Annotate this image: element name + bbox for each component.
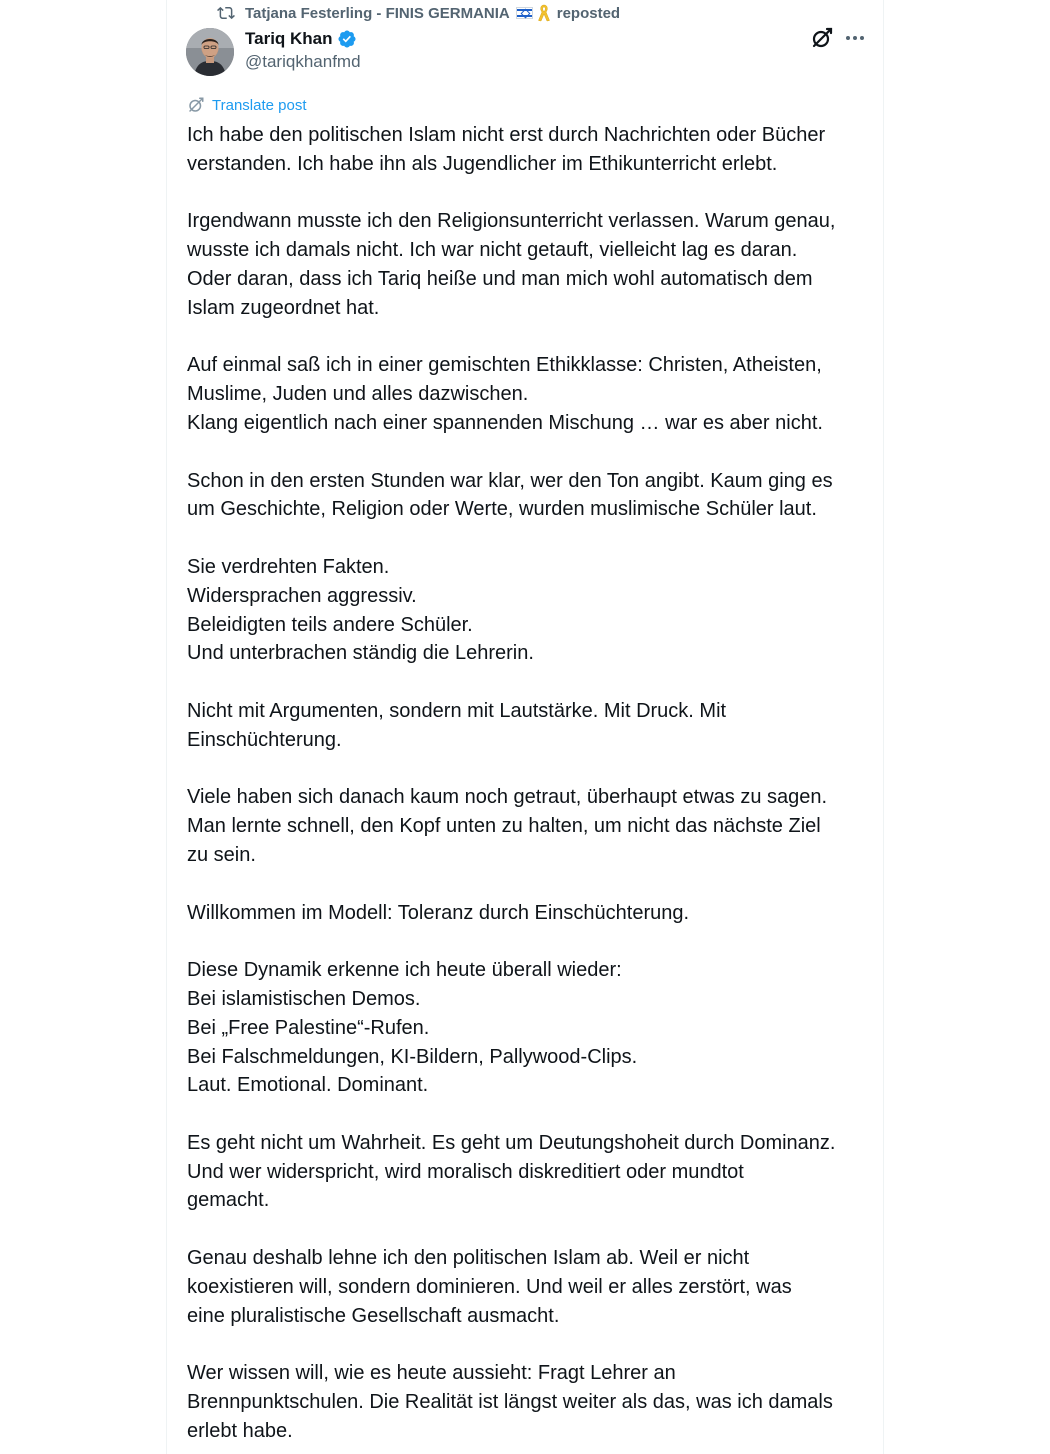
post-paragraph	[187, 1244, 877, 1330]
avatar-photo	[186, 28, 234, 76]
post-text-line: Auf einmal saß ich in einer gemischten Ethikklasse: Christen, Atheisten,	[187, 354, 822, 377]
post-text-line: zu sein.	[187, 843, 256, 866]
post-paragraph	[187, 121, 877, 179]
post-paragraph	[187, 351, 877, 437]
post-paragraph	[187, 467, 877, 525]
post-text-line: Widersprachen aggressiv.	[187, 584, 417, 607]
verified-badge-icon[interactable]	[337, 29, 357, 49]
post-text-line: koexistieren will, sondern dominieren. Und weil er alles zerstört, was	[187, 1275, 792, 1298]
post-text-line: Viele haben sich danach kaum noch getraut, überhaupt etwas zu sagen.	[187, 786, 828, 809]
post-column	[166, 0, 884, 1454]
post-text-line: Beleidigten teils andere Schüler.	[187, 613, 473, 636]
post-text-line: Und unterbrachen ständig die Lehrerin.	[187, 642, 534, 665]
post-text-line: Klang eigentlich nach einer spannenden Mischung … war es aber nicht.	[187, 411, 823, 434]
post-paragraph	[187, 899, 877, 928]
yellow-ribbon-icon	[537, 4, 551, 22]
post-text-line: Bei Falschmeldungen, KI-Bildern, Pallywood-Clips.	[187, 1045, 638, 1068]
post-text-line: Schon in den ersten Stunden war klar, wer den Ton angibt. Kaum ging es	[187, 469, 833, 492]
post-paragraph	[187, 1359, 877, 1445]
post-paragraph	[187, 207, 877, 322]
post-text-line: um Geschichte, Religion oder Werte, wurden muslimische Schüler laut.	[187, 498, 817, 521]
more-icon[interactable]	[843, 26, 867, 50]
post-text-line: Oder daran, dass ich Tariq heiße und man mich wohl automatisch dem	[187, 267, 813, 290]
post-text	[187, 121, 877, 1446]
post-text-line: Laut. Emotional. Dominant.	[187, 1074, 429, 1097]
post-text-line: Muslime, Juden und alles dazwischen.	[187, 383, 529, 406]
post-paragraph	[187, 783, 877, 869]
post-text-line: Sie verdrehten Fakten.	[187, 555, 390, 578]
post-text-line: gemacht.	[187, 1189, 270, 1212]
post-paragraph	[187, 553, 877, 668]
post-text-line: erlebt habe.	[187, 1419, 293, 1442]
translate-post-link[interactable]	[187, 96, 307, 114]
post-text-line: Nicht mit Argumenten, sondern mit Lautstärke. Mit Druck. Mit	[187, 699, 727, 722]
post-text-line: verstanden. Ich habe ihn als Jugendlicher im Ethikunterricht erlebt.	[187, 152, 778, 175]
post-text-line: Ich habe den politischen Islam nicht erst durch Nachrichten oder Bücher	[187, 124, 826, 146]
repost-icon	[217, 4, 235, 22]
post-text-line: wusste ich damals nicht. Ich war nicht getauft, vielleicht lag es daran.	[187, 239, 798, 262]
author-display-name[interactable]: Tariq Khan	[245, 29, 333, 48]
post-text-line: Einschüchterung.	[187, 728, 342, 751]
post-text-line: Islam zugeordnet hat.	[187, 296, 380, 319]
post-text-line: Irgendwann musste ich den Religionsunterricht verlassen. Warum genau,	[187, 210, 836, 233]
post-text-line: Bei „Free Palestine“-Rufen.	[187, 1016, 430, 1039]
reposter-name[interactable]: Tatjana Festerling - FINIS GERMANIA	[245, 4, 510, 22]
author-name-row[interactable]	[245, 28, 357, 50]
post-text-line: Und wer widerspricht, wird moralisch diskreditiert oder mundtot	[187, 1160, 744, 1183]
author-handle[interactable]: @tariqkhanfmd	[245, 52, 361, 71]
post-text-line: Willkommen im Modell: Toleranz durch Einschüchterung.	[187, 901, 690, 924]
post-text-line: Genau deshalb lehne ich den politischen Islam ab. Weil er nicht	[187, 1247, 750, 1270]
reposted-label: reposted	[556, 4, 621, 22]
israel-flag-icon	[516, 7, 533, 19]
post-text-line: Es geht nicht um Wahrheit. Es geht um Deutungshoheit durch Dominanz.	[187, 1131, 836, 1154]
avatar[interactable]	[186, 28, 234, 76]
post-paragraph	[187, 956, 877, 1100]
post-text-line: Diese Dynamik erkenne ich heute überall wieder:	[187, 959, 622, 982]
translate-label[interactable]: Translate post	[212, 96, 307, 114]
post-text-line: Bei islamistischen Demos.	[187, 987, 421, 1010]
post-text-line: Man lernte schnell, den Kopf unten zu halten, um nicht das nächste Ziel	[187, 815, 821, 838]
post-paragraph	[187, 1129, 877, 1215]
post-text-line: Brennpunktschulen. Die Realität ist längst weiter als das, was ich damals	[187, 1391, 833, 1414]
post-text-line: Wer wissen will, wie es heute aussieht: Fragt Lehrer an	[187, 1362, 676, 1385]
translate-icon	[187, 96, 205, 114]
grok-icon[interactable]	[810, 26, 834, 50]
post-text-line: eine pluralistische Gesellschaft ausmacht.	[187, 1304, 560, 1327]
post-paragraph	[187, 697, 877, 755]
repost-indicator[interactable]	[217, 4, 620, 22]
